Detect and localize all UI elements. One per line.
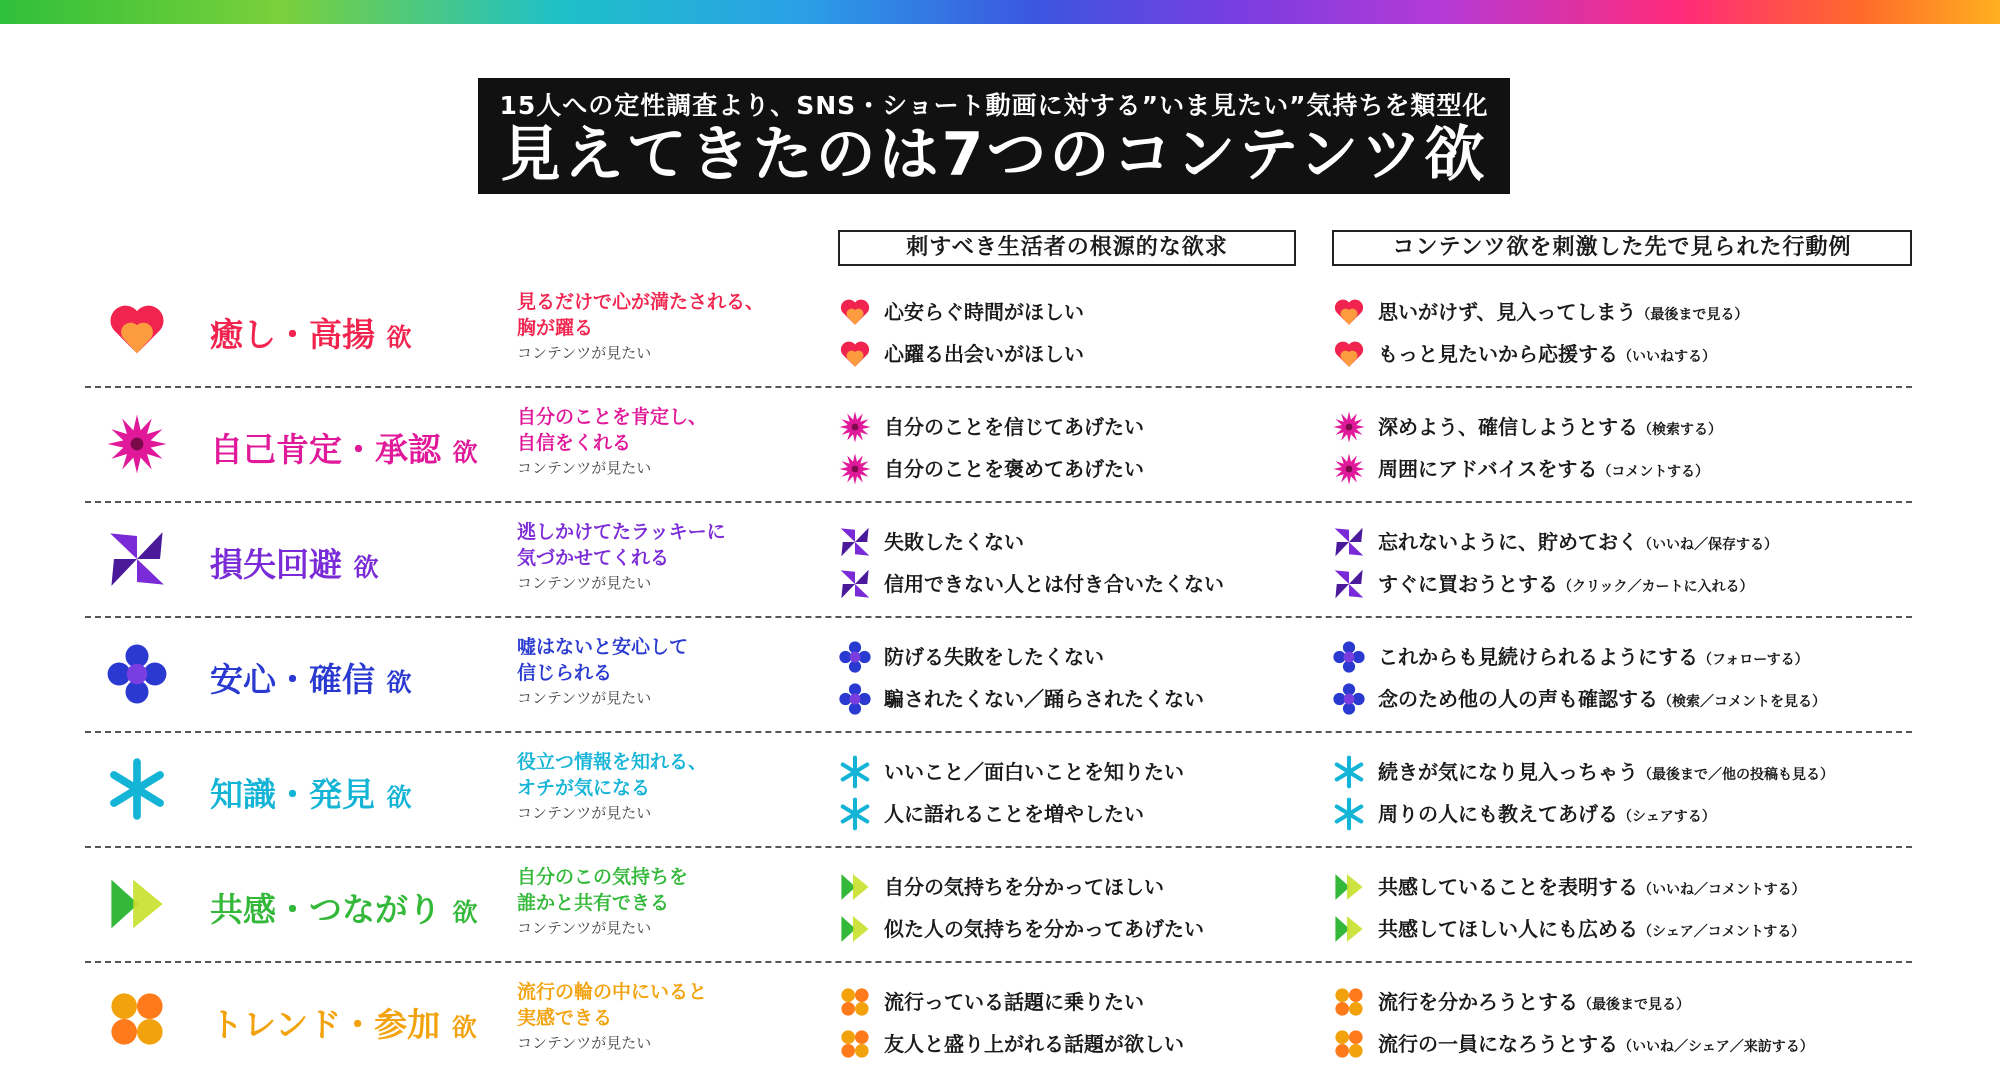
behavior-note: （いいねする） [1618,349,1716,365]
starburst-icon [105,412,169,476]
category-name-text: トレンド・参加 [210,1005,441,1044]
description-line: 嘘はないと安心して [517,636,689,658]
pinwheel-icon [838,567,872,601]
need-text: 騙されたくない／踊らされたくない [884,687,1204,711]
behavior-heart-icon [1332,337,1366,371]
behavior-flower-icon [1332,640,1366,674]
pinwheel-icon [1332,567,1366,601]
need-text: 自分の気持ちを分かってほしい [884,875,1164,899]
behavior-double-arrow-icon [1332,912,1366,946]
behavior-note: （クリック／カートに入れる） [1558,579,1754,595]
category-pinwheel-icon [105,527,169,591]
category-name-text: 損失回避 [210,545,342,584]
category-clover-icon [105,987,169,1051]
content-label: コンテンツが見たい [517,689,652,707]
need-asterisk-icon [838,755,872,789]
behavior-note: （シェア／コメントする） [1638,924,1806,940]
behavior-note: （最後まで見る） [1578,997,1690,1013]
behavior-main: 流行の一員になろうとする [1378,1032,1618,1056]
description-line: 自分のこの気持ちを [517,866,689,888]
category-suffix: 欲 [386,668,412,697]
category-suffix: 欲 [452,898,478,927]
category-suffix: 欲 [451,1013,477,1042]
behavior-text [1378,758,1834,789]
behavior-double-arrow-icon [1332,870,1366,904]
behavior-text [1378,685,1826,716]
page-subtitle: 15人への定性調査より、SNS・ショート動画に対する”いま見たい”気持ちを類型化 [499,91,1489,120]
starburst-icon [1332,452,1366,486]
category-description [517,634,817,708]
behavior-main: これからも見続けられるようにする [1378,645,1698,669]
description-line: 自信をくれる [517,432,632,454]
content-label: コンテンツが見たい [517,574,652,592]
behavior-main: 共感してほしい人にも広める [1378,917,1638,941]
asterisk-icon [1332,797,1366,831]
category-row [85,733,1912,848]
pinwheel-icon [105,527,169,591]
need-clover-icon [838,985,872,1019]
category-row [85,848,1912,963]
behavior-pinwheel-icon [1332,567,1366,601]
content-label: コンテンツが見たい [517,344,652,362]
behavior-note: （コメントする） [1597,464,1709,480]
behavior-main: 念のため他の人の声も確認する [1378,687,1658,711]
content-label: コンテンツが見たい [517,919,652,937]
behavior-note: （検索する） [1638,422,1722,438]
behavior-note: （いいね／コメントする） [1638,882,1806,898]
behavior-text [1378,570,1753,601]
category-suffix: 欲 [386,323,412,352]
description-line: 逃しかけてたラッキーに [517,521,726,543]
behavior-pinwheel-icon [1332,525,1366,559]
category-name [210,424,478,471]
need-flower-icon [838,682,872,716]
category-description [517,864,817,938]
need-text: 友人と盛り上がれる話題が欲しい [884,1032,1184,1056]
behavior-main: すぐに買おうとする [1378,572,1558,596]
clover-icon [1332,1027,1366,1061]
content-label: コンテンツが見たい [517,459,652,477]
category-name-text: 癒し・高揚 [210,315,375,354]
description-line: 信じられる [517,662,613,684]
description-line: オチが気になる [517,777,651,799]
category-description [517,749,817,823]
need-text: 流行っている話題に乗りたい [884,990,1144,1014]
need-flower-icon [838,640,872,674]
need-pinwheel-icon [838,525,872,559]
pinwheel-icon [838,525,872,559]
category-name [210,309,412,356]
category-name [210,654,412,701]
category-description [517,289,817,363]
need-text: 失敗したくない [884,530,1024,554]
category-row [85,388,1912,503]
category-name [210,769,412,816]
behavior-note: （検索／コメントを見る） [1658,694,1826,710]
category-heart-icon [105,297,169,361]
behavior-text [1378,298,1748,329]
heart-icon [838,295,872,329]
category-name [210,884,478,931]
behavior-main: 忘れないように、貯めておく [1378,530,1638,554]
category-name [210,539,379,586]
category-asterisk-icon [105,757,169,821]
flower-icon [838,682,872,716]
double-arrow-icon [105,872,169,936]
clover-icon [1332,985,1366,1019]
need-text: 心安らぐ時間がほしい [884,300,1084,324]
category-description [517,519,817,593]
behavior-starburst-icon [1332,410,1366,444]
behavior-text [1378,800,1716,831]
flower-icon [838,640,872,674]
need-text: 防げる失敗をしたくない [884,645,1104,669]
double-arrow-icon [1332,912,1366,946]
behavior-main: 周囲にアドバイスをする [1378,457,1598,481]
flower-icon [1332,682,1366,716]
heart-icon [105,297,169,361]
asterisk-icon [1332,755,1366,789]
category-name [210,999,477,1046]
asterisk-icon [105,757,169,821]
behavior-text [1378,413,1722,444]
need-heart-icon [838,337,872,371]
double-arrow-icon [1332,870,1366,904]
description-line: 気づかせてくれる [517,547,670,569]
starburst-icon [838,410,872,444]
need-text: 自分のことを信じてあげたい [884,415,1144,439]
behavior-note: （最後まで見る） [1636,307,1749,323]
heart-icon [838,337,872,371]
title-banner [478,78,1510,194]
need-double-arrow-icon [838,912,872,946]
clover-icon [838,1027,872,1061]
behavior-clover-icon [1332,985,1366,1019]
need-clover-icon [838,1027,872,1061]
need-text: 自分のことを褒めてあげたい [884,457,1144,481]
behavior-heart-icon [1332,295,1366,329]
behavior-main: 思いがけず、見入ってしまう [1378,300,1637,324]
category-double-arrow-icon [105,872,169,936]
category-suffix: 欲 [452,438,478,467]
content-label: コンテンツが見たい [517,804,652,822]
description-line: 実感できる [517,1007,613,1029]
behavior-note: （フォローする） [1698,652,1809,668]
category-description [517,979,817,1053]
heart-icon [1332,295,1366,329]
behavior-text [1378,873,1806,904]
behavior-asterisk-icon [1332,797,1366,831]
description-line: 見るだけで心が満たされる、 [517,291,765,313]
behavior-main: もっと見たいから応援する [1378,342,1618,366]
category-row [85,273,1912,388]
category-suffix: 欲 [386,783,412,812]
heart-icon [1332,337,1366,371]
need-pinwheel-icon [838,567,872,601]
asterisk-icon [838,755,872,789]
starburst-icon [838,452,872,486]
behavior-main: 流行を分かろうとする [1378,990,1578,1014]
description-line: 自分のことを肯定し、 [517,406,708,428]
description-line: 誰かと共有できる [517,892,670,914]
behavior-clover-icon [1332,1027,1366,1061]
description-line: 役立つ情報を知れる、 [517,751,708,773]
behavior-asterisk-icon [1332,755,1366,789]
category-name-text: 自己肯定・承認 [210,430,441,469]
behavior-main: 続きが気になり見入っちゃう [1378,760,1638,784]
behavior-starburst-icon [1332,452,1366,486]
starburst-icon [1332,410,1366,444]
need-text: 信用できない人とは付き合いたくない [884,572,1224,596]
double-arrow-icon [838,870,872,904]
need-asterisk-icon [838,797,872,831]
behavior-note: （シェアする） [1618,809,1716,825]
clover-icon [105,987,169,1051]
need-double-arrow-icon [838,870,872,904]
double-arrow-icon [838,912,872,946]
need-text: 心躍る出会いがほしい [884,342,1084,366]
category-flower-icon [105,642,169,706]
content-label: コンテンツが見たい [517,1034,652,1052]
category-suffix: 欲 [353,553,379,582]
behavior-text [1378,1030,1814,1061]
pinwheel-icon [1332,525,1366,559]
behavior-flower-icon [1332,682,1366,716]
category-name-text: 安心・確信 [210,660,375,699]
asterisk-icon [838,797,872,831]
need-text: いいこと／面白いことを知りたい [884,760,1184,784]
flower-icon [105,642,169,706]
need-starburst-icon [838,410,872,444]
behavior-main: 共感していることを表明する [1378,875,1638,899]
behavior-note: （いいね／保存する） [1638,537,1778,553]
behavior-text [1378,340,1716,371]
clover-icon [838,985,872,1019]
need-starburst-icon [838,452,872,486]
category-row [85,503,1912,618]
category-row [85,618,1912,733]
gradient-top-bar [0,0,2000,24]
behavior-text [1378,643,1809,674]
behavior-note: （いいね／シェア／来訪する） [1618,1039,1814,1055]
category-name-text: 共感・つながり [210,890,441,929]
behavior-main: 周りの人にも教えてあげる [1378,802,1618,826]
behavior-text [1378,988,1690,1019]
need-text: 似た人の気持ちを分かってあげたい [884,917,1204,941]
category-row [85,963,1912,1078]
need-text: 人に語れることを増やしたい [884,802,1144,826]
description-line: 流行の輪の中にいると [517,981,708,1003]
column-header-need: 刺すべき生活者の根源的な欲求 [838,230,1296,266]
behavior-text [1378,915,1805,946]
behavior-note: （最後まで／他の投稿も見る） [1638,767,1834,783]
page-title: 見えてきたのは7つのコンテンツ欲 [500,120,1488,190]
flower-icon [1332,640,1366,674]
category-starburst-icon [105,412,169,476]
behavior-text [1378,528,1778,559]
category-description [517,404,817,478]
category-name-text: 知識・発見 [210,775,375,814]
need-heart-icon [838,295,872,329]
behavior-main: 深めよう、確信しようとする [1378,415,1638,439]
behavior-text [1378,455,1709,486]
column-header-behavior: コンテンツ欲を刺激した先で見られた行動例 [1332,230,1912,266]
description-line: 胸が躍る [517,317,594,339]
